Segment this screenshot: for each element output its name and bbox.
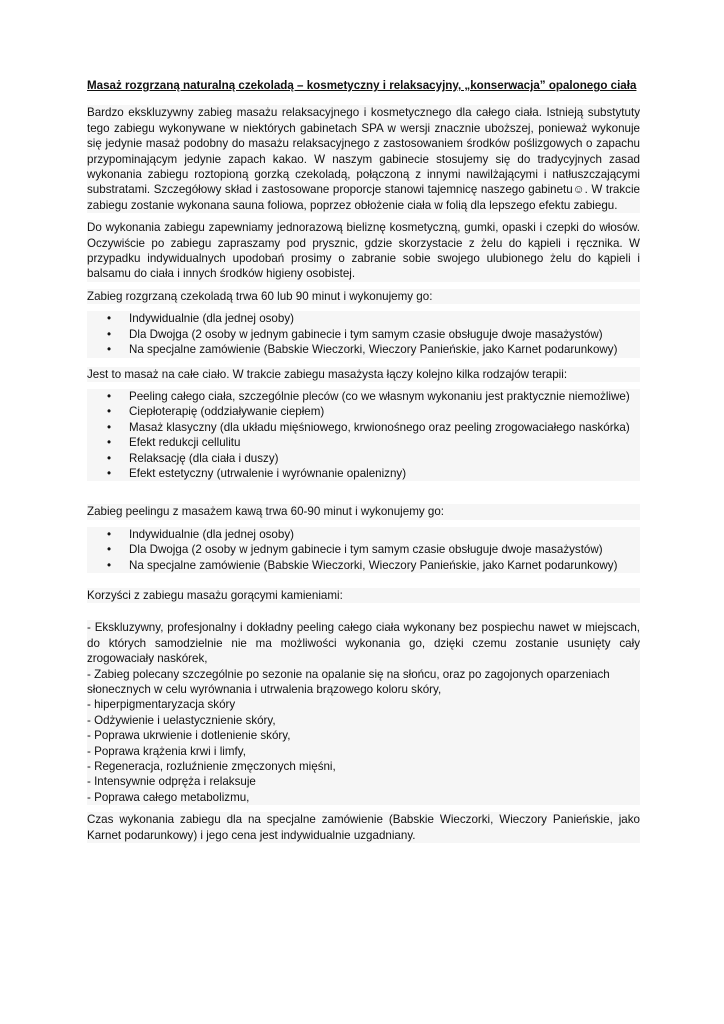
therapies-list [87,389,640,481]
list-item: - Regeneracja, rozluźnienie zmęczonych mięśni, [87,760,336,774]
list-item: - Poprawa całego metabolizmu, [87,790,250,804]
benefits-list [87,620,640,805]
bullet-icon: • [107,343,112,357]
spacer [87,610,640,620]
list-item: - Intensywnie odpręża i relaksuje [87,775,256,789]
list-item: • Dla Dwojga (2 osoby w jednym gabinecie i tym samym czasie obsługuje dwoje masażystów) [107,543,603,557]
closing-paragraph: Czas wykonania zabiegu dla na specjalne zamówienie (Babskie Wieczorki, Wieczory Panieńskie, jako Karnet podarunkowy) i jego cena jest indywidualnie uzgadniany. [87,813,640,842]
list-item: • Na specjalne zamówienie (Babskie Wieczorki, Wieczory Panieńskie, jako Karnet podarunkowy) [107,343,618,357]
list-item: - Ekskluzywny, profesjonalny i dokładny peeling całego ciała wykonany bez pospiechu nawet w miejscach, do których samodzielnie nie ma możliwości wykonania go, dzięki czemu zostanie usunięty cały zrogowaciały naskórek, [87,621,640,666]
bullet-icon: • [107,466,112,480]
bullet-icon: • [107,451,112,465]
list-item: - Odżywienie i uelastycznienie skóry, [87,713,276,727]
document-title: Masaż rozgrzaną naturalną czekoladą – kosmetyczny i relaksacyjny, „konserwacja” opalonego ciała [87,79,637,92]
options-list-chocolate [87,311,640,357]
document-page [87,78,640,850]
list-item: • Efekt estetyczny (utrwalenie i wyrównanie opalenizny) [107,466,407,480]
list-item: • Relaksację (dla ciała i duszy) [107,451,279,465]
list-item: - hiperpigmentaryzacja skóry [87,698,236,712]
list-item: • Indywidualnie (dla jednej osoby) [107,312,294,326]
spacer [87,490,640,504]
list-item: • Peeling całego ciała, szczególnie pleców (co we własnym wykonaniu jest praktycznie niemożliwe) [107,389,630,403]
benefits-intro: Korzyści z zabiegu masażu gorącymi kamieniami: [87,588,640,603]
provided-paragraph: Do wykonania zabiegu zapewniamy jednorazową bieliznę kosmetyczną, gumki, opaski i czepki do włosów. Oczywiście po zabiegu zapraszamy pod prysznic, gdzie skorzystacie z żelu do kąpieli i ręcznika. W przypadku indywidualnych upodobań prosimy o zabranie sobie swojego ulubionego żelu do kąpieli i balsamu do ciała i innych środków higieny osobistej. [87,221,640,281]
list-item: • Ciepłoterapię (oddziaływanie ciepłem) [107,405,325,419]
duration-coffee: Zabieg peelingu z masażem kawą trwa 60-90 minut i wykonujemy go: [87,504,640,519]
list-item: • Efekt redukcji cellulitu [107,436,241,450]
bullet-icon: • [107,389,112,403]
list-item: - Poprawa krążenia krwi i limfy, [87,744,246,758]
list-item: • Masaż klasyczny (dla układu mięśniowego, krwionośnego oraz peeling zrogowaciałego naskórka) [107,420,630,434]
list-item: • Na specjalne zamówienie (Babskie Wieczorki, Wieczory Panieńskie, jako Karnet podarunkowy) [107,558,618,572]
therapies-intro: Jest to masaż na całe ciało. W trakcie zabiegu masażysta łączy kolejno kilka rodzajów terapii: [87,367,640,382]
bullet-icon: • [107,420,112,434]
list-item: • Dla Dwojga (2 osoby w jednym gabinecie i tym samym czasie obsługuje dwoje masażystów) [107,327,603,341]
bullet-icon: • [107,327,112,341]
bullet-icon: • [107,436,112,450]
options-list-coffee [87,527,640,573]
bullet-icon: • [107,405,112,419]
intro-paragraph: Bardzo ekskluzywny zabieg masażu relaksacyjnego i kosmetycznego dla całego ciała. Istnieją substytuty tego zabiegu wykonywane w niektórych gabinetach SPA w wersji znacznie uboższej, ponieważ wykonuje się jedynie masaż podobny do masażu relaksacyjnego z zastosowaniem środków poślizgowych o zapachu przypominającym jedynie zapach kakao. W naszym gabinecie stosujemy się do tradycyjnych zasad wykonania zabiegu roztopioną gorzką czekoladą, połączoną z innymi nawilżającymi i natłuszczającymi substratami. Szczegółowy skład i zastosowane proporcje stanowi tajemnicę naszego gabinetu☺. W trakcie zabiegu zostanie wykonana sauna foliowa, poprzez obłożenie ciała w folią dla lepszego efektu zabiegu. [87,106,640,212]
list-item: - Zabieg polecany szczególnie po sezonie na opalanie się na słońcu, oraz po zagojonych oparzeniach słonecznych w celu wyrównania i utrwalenia brązowego koloru skóry, [87,667,610,696]
duration-chocolate: Zabieg rozgrzaną czekoladą trwa 60 lub 90 minut i wykonujemy go: [87,289,640,304]
list-item: • Indywidualnie (dla jednej osoby) [107,527,294,541]
bullet-icon: • [107,527,112,541]
list-item: - Poprawa ukrwienie i dotlenienie skóry, [87,729,291,743]
bullet-icon: • [107,558,112,572]
bullet-icon: • [107,312,112,326]
bullet-icon: • [107,543,112,557]
